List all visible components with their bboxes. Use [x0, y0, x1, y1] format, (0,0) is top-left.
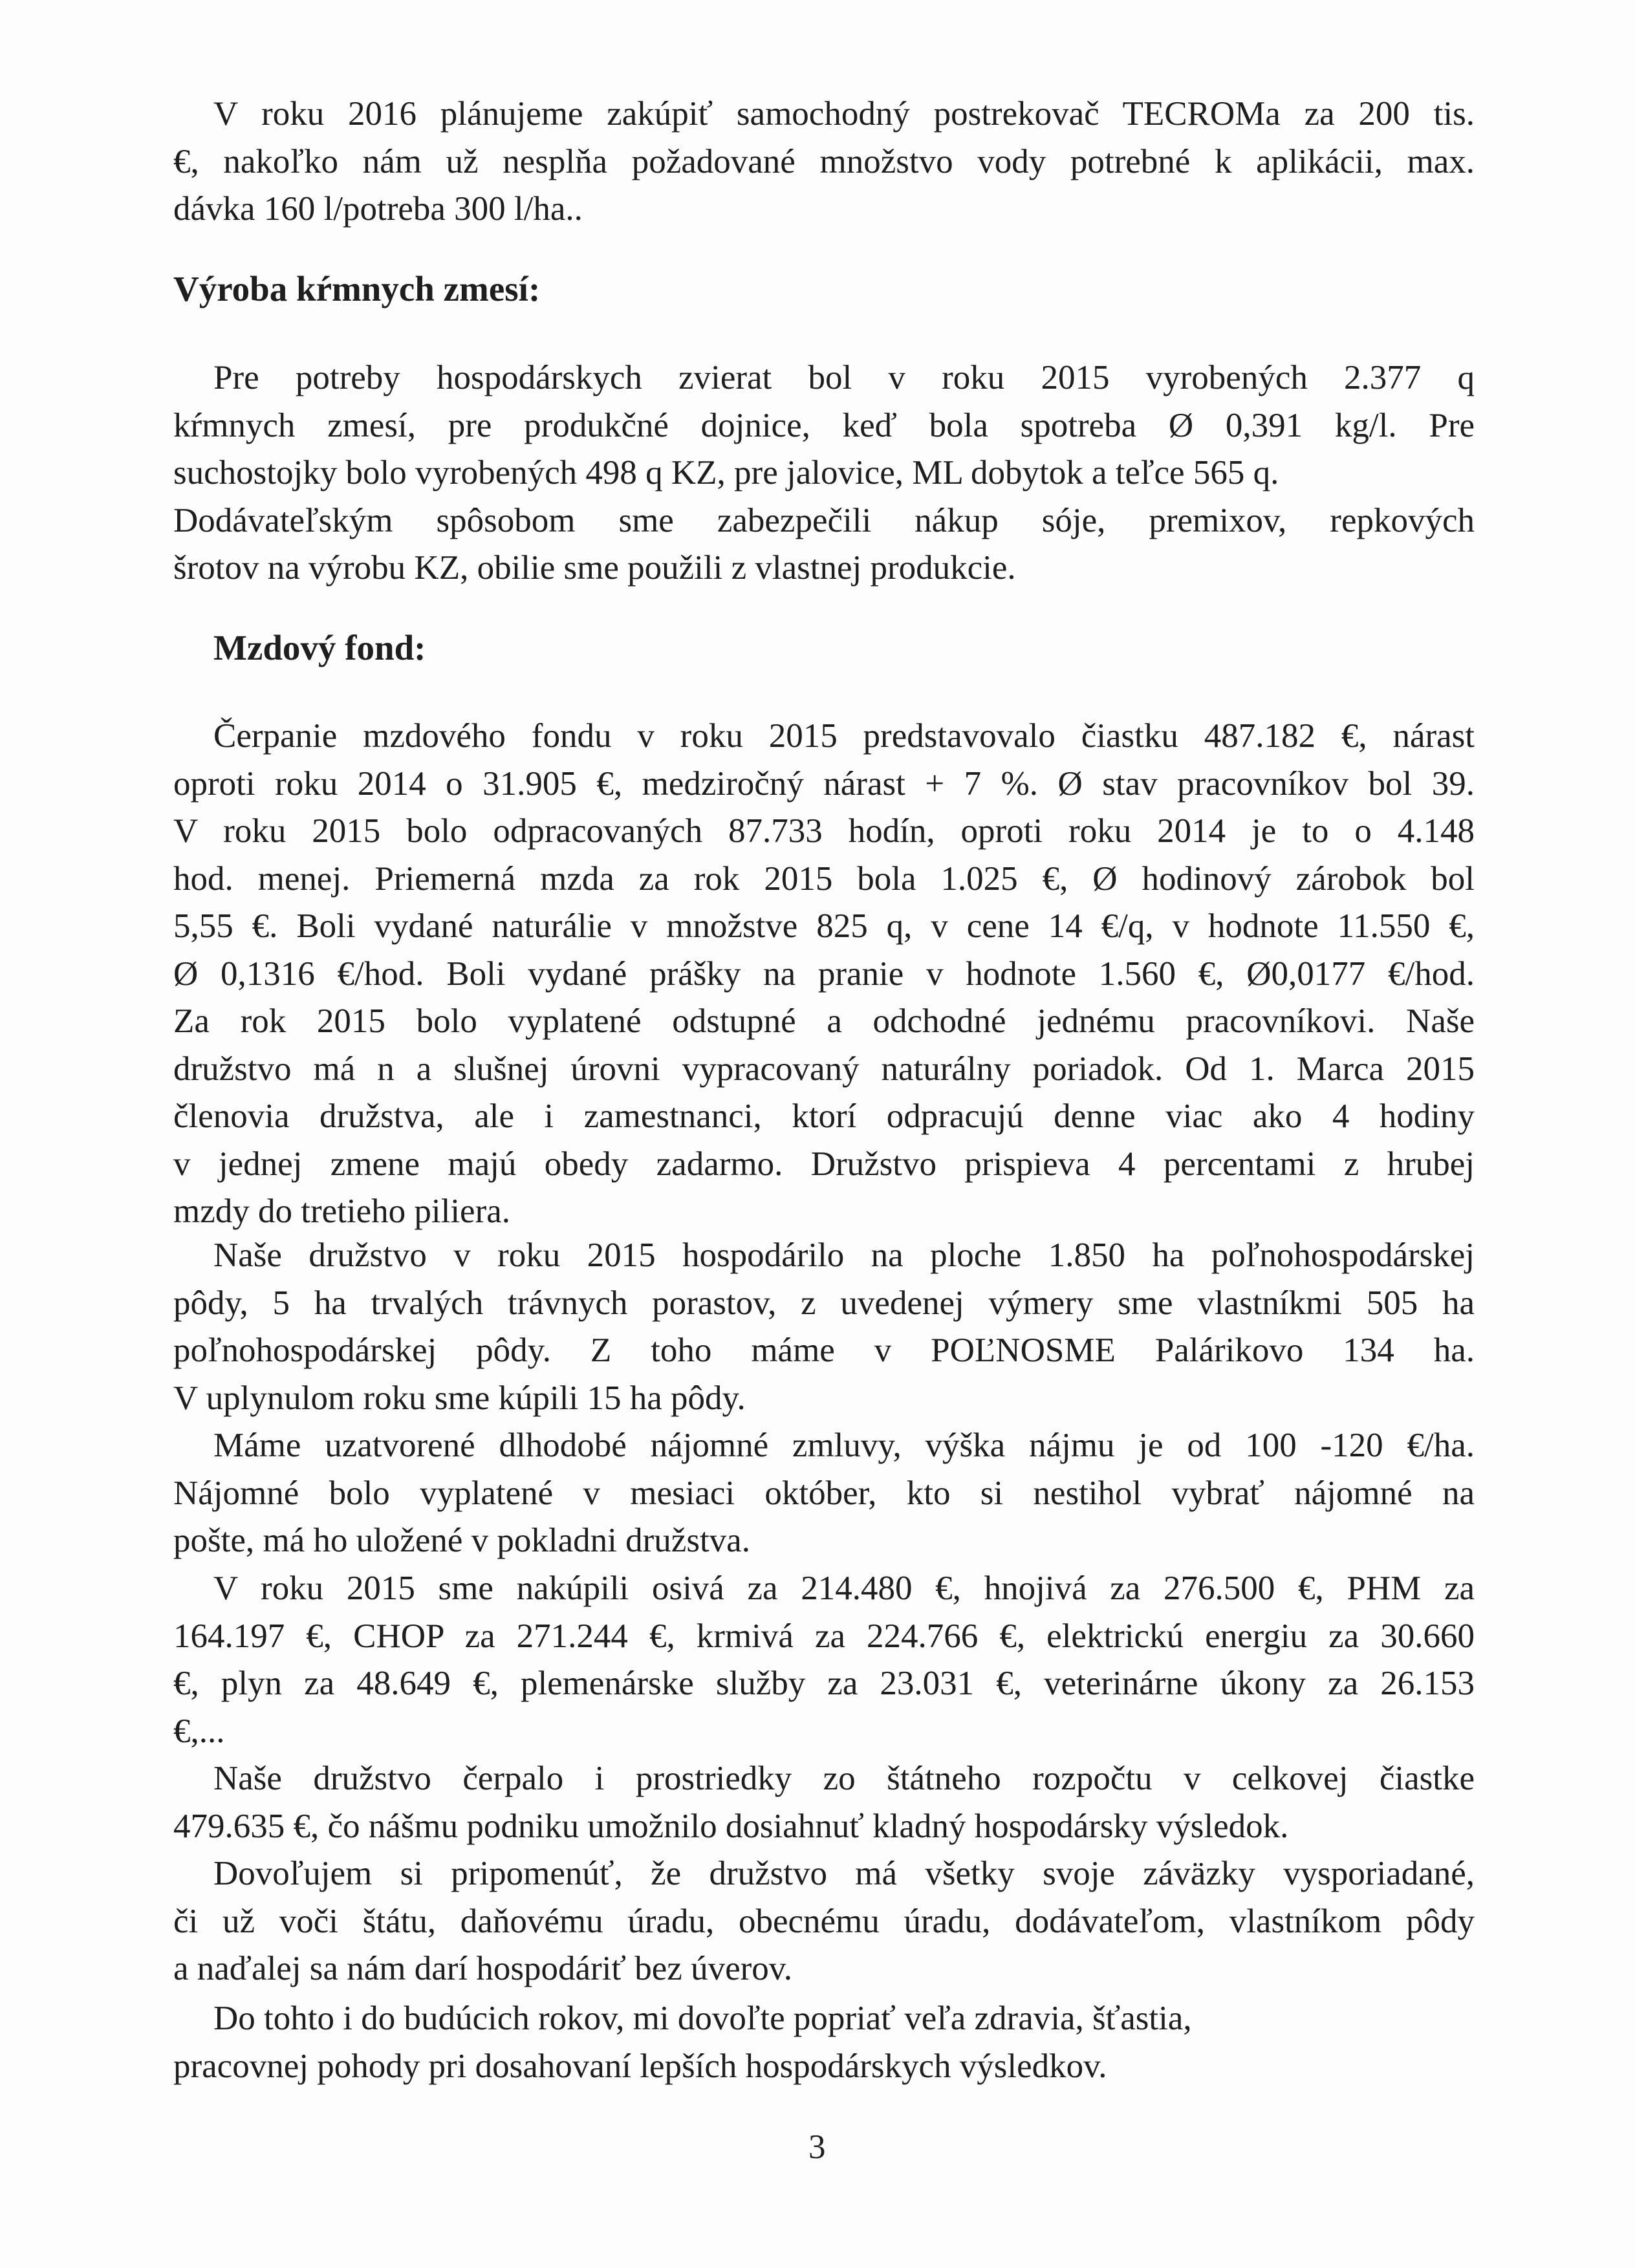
- paragraph-sprayer: [173, 91, 1475, 233]
- text-line: €, plyn za 48.649 €, plemenárske služby za 23.031 €, veterinárne úkony za 26.153: [173, 1665, 1475, 1702]
- text-line: Nájomné bolo vyplatené v mesiaci október, kto si nestihol vybrať nájomné na: [173, 1474, 1475, 1512]
- text-line: dávka 160 l/potreba 300 l/ha..: [173, 190, 583, 228]
- text-line: hod. menej. Priemerná mzda za rok 2015 bola 1.025 €, Ø hodinový zárobok bol: [173, 859, 1475, 898]
- text-line: V roku 2015 bolo odpracovaných 87.733 hodín, oproti roku 2014 je to o 4.148: [173, 812, 1475, 850]
- text-line: Pre potreby hospodárskych zvierat bol v roku 2015 vyrobených 2.377 q: [213, 359, 1475, 396]
- page-number: 3: [808, 2128, 826, 2166]
- text-line: Do tohto i do budúcich rokov, mi dovoľte popriať veľa zdravia, šťastia,: [213, 2000, 1192, 2037]
- text-line: V roku 2015 sme nakúpili osivá za 214.480 €, hnojivá za 276.500 €, PHM za: [213, 1570, 1475, 1607]
- text-line: Ø 0,1316 €/hod. Boli vydané prášky na pranie v hodnote 1.560 €, Ø0,0177 €/hod.: [173, 955, 1475, 993]
- text-line: pošte, má ho uložené v pokladni družstva.: [173, 1522, 750, 1559]
- text-line: Za rok 2015 bolo vyplatené odstupné a odchodné jednému pracovníkovi. Naše: [173, 1002, 1475, 1040]
- text-line: suchostojky bolo vyrobených 498 q KZ, pre jalovice, ML dobytok a teľce 565 q.: [173, 454, 1279, 491]
- section-heading-wages: Mzdový fond:: [213, 628, 426, 667]
- text-line: Naše družstvo čerpalo i prostriedky zo štátneho rozpočtu v celkovej čiastke: [213, 1760, 1475, 1797]
- paragraph-obligations: [173, 1850, 1475, 1993]
- text-line: 479.635 €, čo nášmu podniku umožnilo dosiahnuť kladný hospodársky výsledok.: [173, 1807, 1289, 1845]
- text-line: poľnohospodárskej pôdy. Z toho máme v POĽNOSME Palárikovo 134 ha.: [173, 1332, 1475, 1369]
- text-line: €,...: [173, 1712, 225, 1750]
- text-line: 5,55 €. Boli vydané naturálie v množstve 825 q, v cene 14 €/q, v hodnote 11.550 €,: [173, 907, 1475, 945]
- text-line: Naše družstvo v roku 2015 hospodárilo na ploche 1.850 ha poľnohospodárskej: [213, 1237, 1475, 1274]
- text-line: Dodávateľským spôsobom sme zabezpečili nákup sóje, premixov, repkových: [173, 501, 1475, 539]
- text-line: mzdy do tretieho piliera.: [173, 1193, 510, 1230]
- paragraph-purchases: [173, 1565, 1475, 1755]
- text-line: v jednej zmene majú obedy zadarmo. Družstvo prispieva 4 percentami z hrubej: [173, 1145, 1475, 1183]
- paragraph-wages: [173, 713, 1475, 1236]
- text-line: družstvo má n a slušnej úrovni vypracovaný naturálny poriadok. Od 1. Marca 2015: [173, 1050, 1475, 1088]
- text-line: Čerpanie mzdového fondu v roku 2015 predstavovalo čiastku 487.182 €, nárast: [213, 717, 1475, 755]
- text-line: Máme uzatvorené dlhodobé nájomné zmluvy, výška nájmu je od 100 -120 €/ha.: [213, 1427, 1475, 1464]
- text-line: pracovnej pohody pri dosahovaní lepších hospodárskych výsledkov.: [173, 2047, 1107, 2085]
- text-line: Dovoľujem si pripomenúť, že družstvo má všetky svoje záväzky vysporiadané,: [213, 1855, 1475, 1892]
- paragraph-rent: [173, 1422, 1475, 1565]
- paragraph-land: [173, 1232, 1475, 1422]
- text-line: pôdy, 5 ha trvalých trávnych porastov, z uvedenej výmery sme vlastníkmi 505 ha: [173, 1284, 1475, 1322]
- text-line: šrotov na výrobu KZ, obilie sme použili z vlastnej produkcie.: [173, 549, 1016, 587]
- text-line: V roku 2016 plánujeme zakúpiť samochodný postrekovač TECROMa za 200 tis.: [213, 95, 1475, 133]
- section-heading-feed: Výroba kŕmnych zmesí:: [173, 269, 541, 308]
- paragraph-closing: [173, 1995, 1475, 2090]
- text-line: kŕmnych zmesí, pre produkčné dojnice, keď bola spotreba Ø 0,391 kg/l. Pre: [173, 406, 1475, 444]
- text-line: a naďalej sa nám darí hospodáriť bez úverov.: [173, 1950, 793, 1987]
- text-line: V uplynulom roku sme kúpili 15 ha pôdy.: [173, 1379, 746, 1417]
- text-line: či už voči štátu, daňovému úradu, obecnému úradu, dodávateľom, vlastníkom pôdy: [173, 1902, 1475, 1940]
- text-line: 164.197 €, CHOP za 271.244 €, krmivá za 224.766 €, elektrickú energiu za 30.660: [173, 1617, 1475, 1655]
- paragraph-subsidy: [173, 1755, 1475, 1850]
- paragraph-feed: [173, 354, 1475, 592]
- text-line: členovia družstva, ale i zamestnanci, ktorí odpracujú denne viac ako 4 hodiny: [173, 1097, 1475, 1135]
- text-line: oproti roku 2014 o 31.905 €, medziročný nárast + 7 %. Ø stav pracovníkov bol 39.: [173, 764, 1475, 803]
- text-line: €, nakoľko nám už nesplňa požadované množstvo vody potrebné k aplikácii, max.: [173, 142, 1475, 180]
